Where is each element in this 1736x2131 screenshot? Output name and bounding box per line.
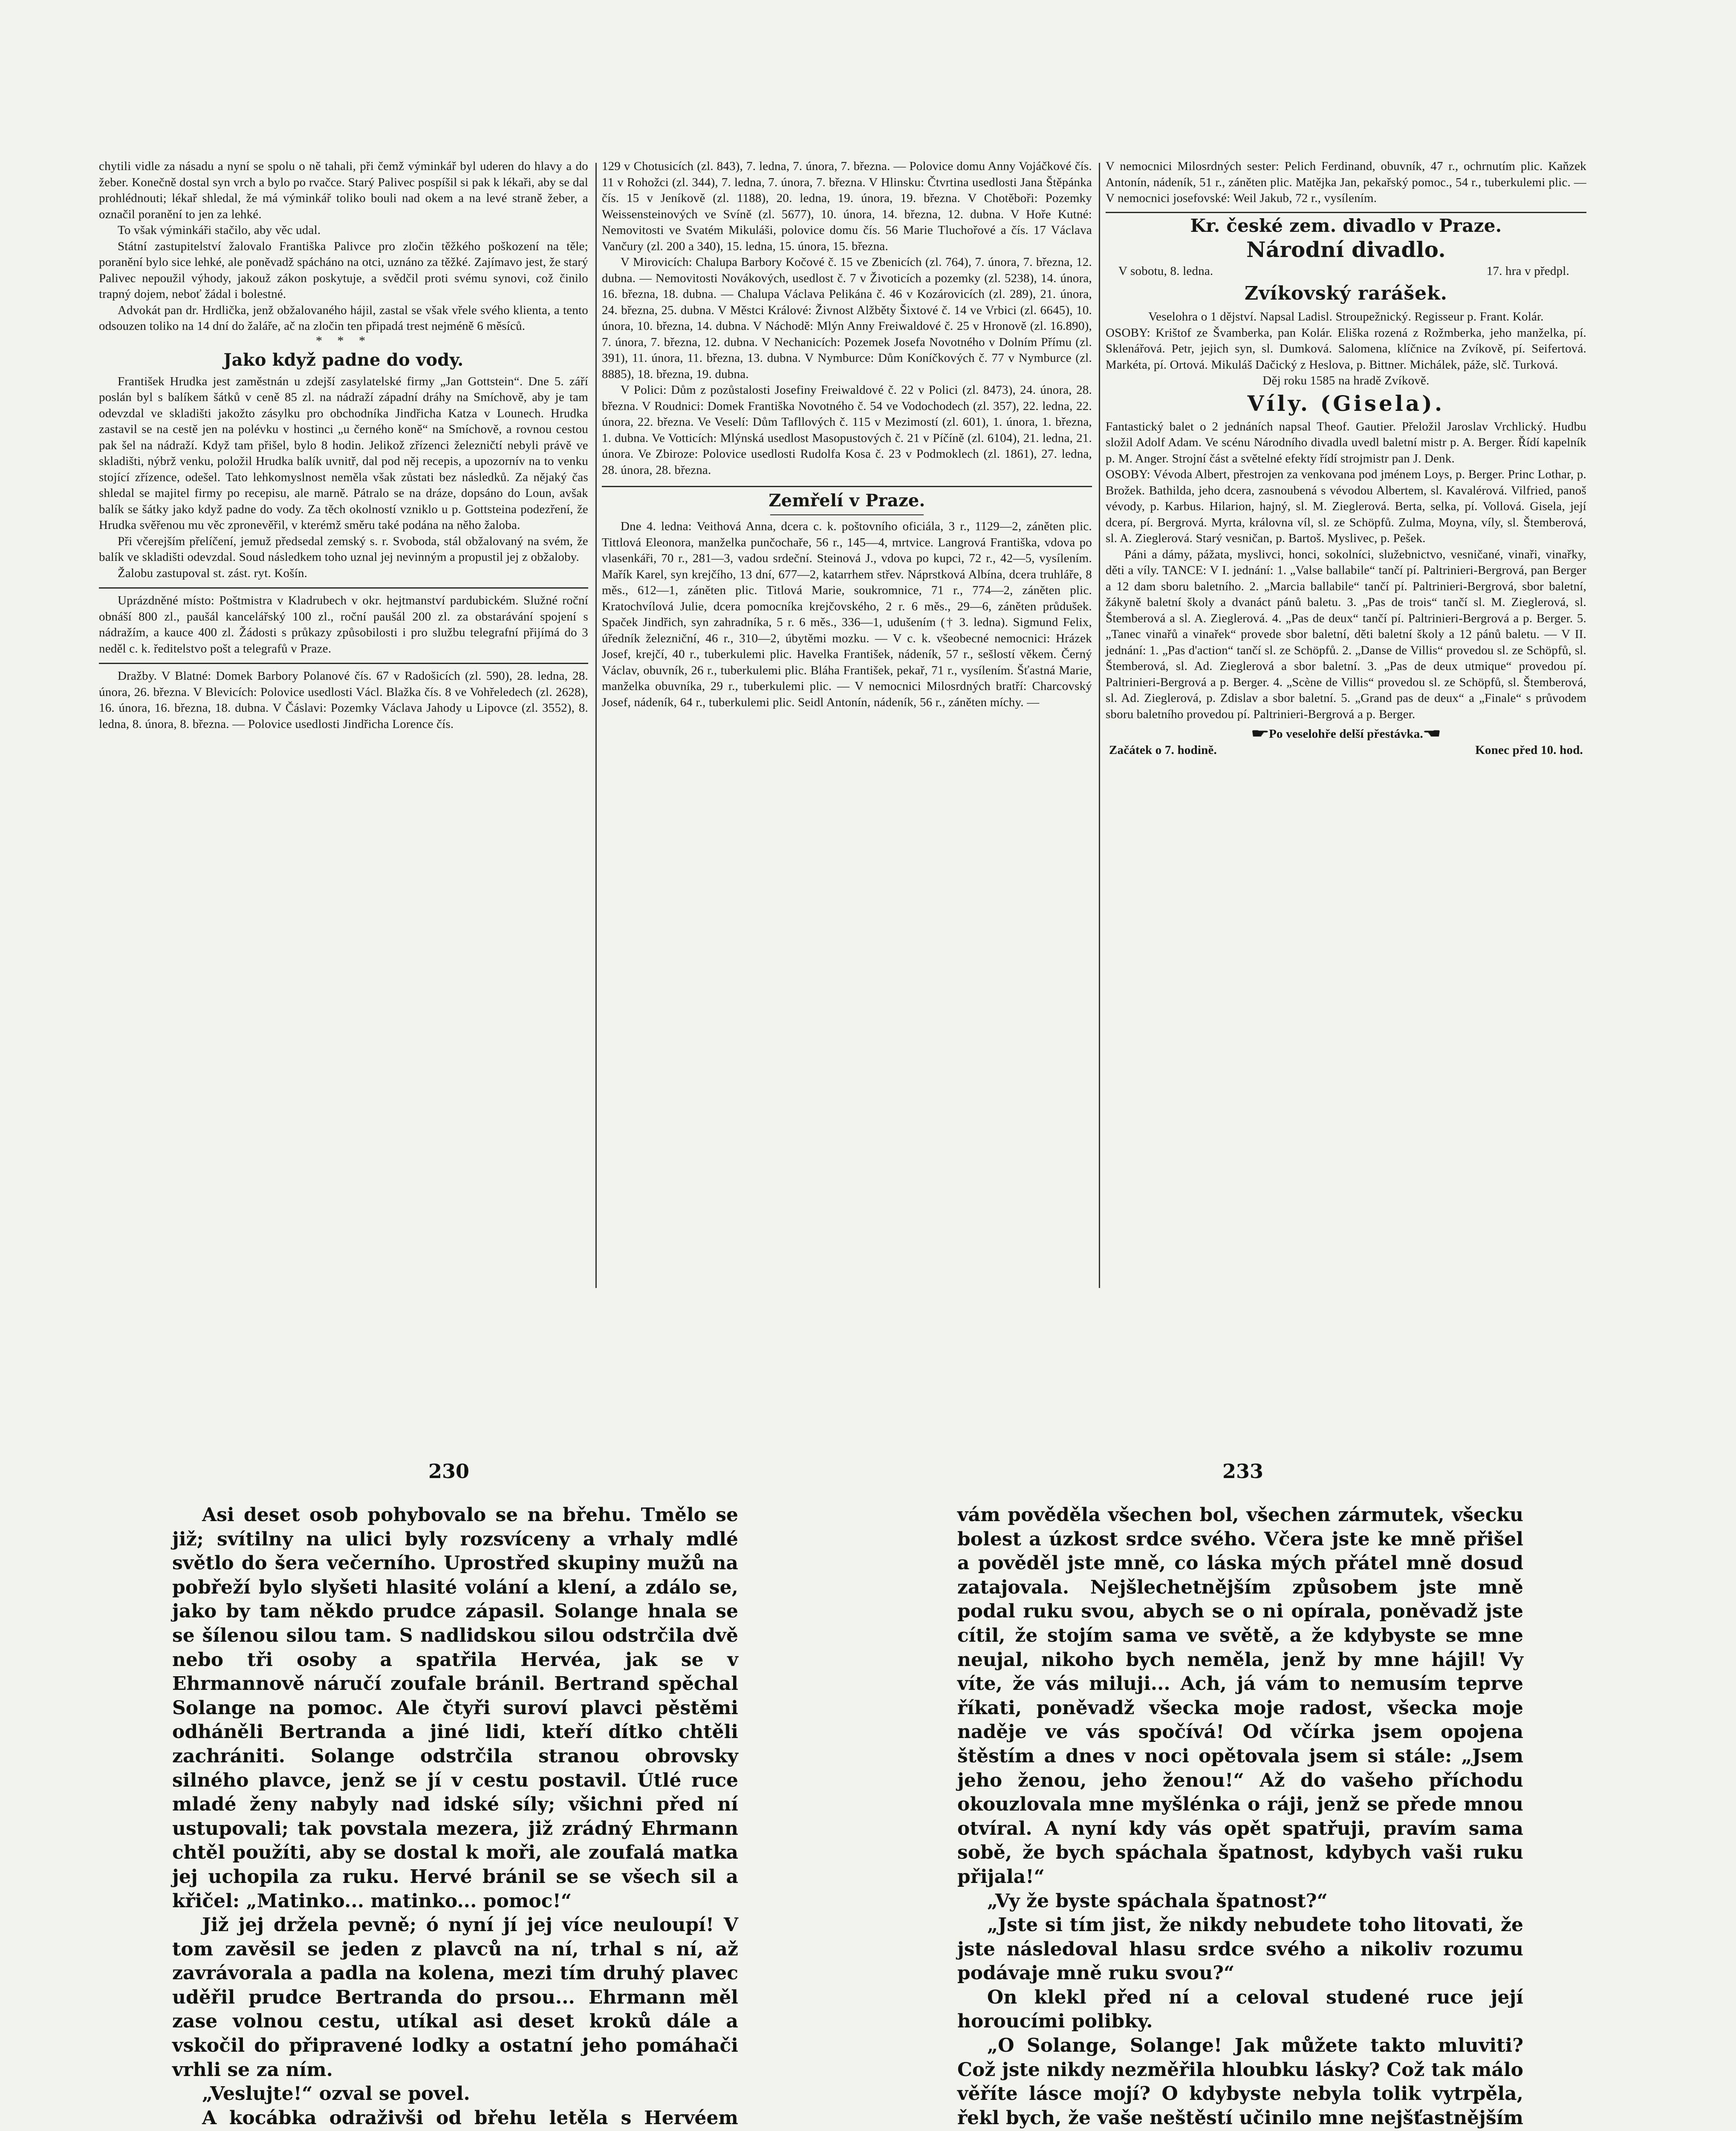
- auctions-list: Dražby. V Blatné: Domek Barbory Polanové čís. 67 v Radošicích (zl. 590), 28. ledna, 28. února, 26. března. V Blevicích: Polovice usedlosti Václ. Blažka čís. 8 ve Vohřeledech (zl. 2628), 16. února, 16. března, 18. dubna. V Čáslavi: Pozemky Václava Jahody u Lipovce (zl. 3552), 8. ledna, 8. února, 8. března. — Polovice usedlosti Jindřicha Lorence čís.: [99, 669, 588, 731]
- story-left-paragraph-3: „Veslujte!“ ozval se povel.: [202, 2083, 470, 2105]
- column-rule-1: [595, 163, 597, 1288]
- play2-dances: Páni a dámy, pážata, myslivci, honci, sokolníci, služebnictvo, vesničané, vinaři, vinařky, děti a víly. TANCE: V I. jednání: 1. „Valse ballabile“ tančí pí. Paltrinieri-Bergrová, pan Berger a 12 dam sboru baletního. 2. „Marcia ballabile“ tančí pí. Paltrinieri-Bergrová, sbor baletní, žákyně baletní školy a dvanáct pánů baletu. 3. „Pas de trois“ tančí sl. M. Zieglerová, sl. Štemberová a sl. A. Zieglerová. 4. „Pas de deux“ tančí pí. Paltrinieri-Bergrová a p. Berger. 5. „Tanec vinařů a vinařek“ provede sbor baletní, děti baletní školy a 12 pánů baletu. — V II. jednání: 1. „Pas d'action“ tančí sl. ze Schöpfů. 2. „Danse de Villis“ provedou sl. ze Schöpfů, sl. Štemberová, sl. Ad. Zieglerová a sbor baletní. 3. „Pas de deux utmique“ provedou pí. Paltrinieri-Bergrová a p. Berger. 4. „Scène de Villis“ provedou sl. ze Schöpfů, sl. Štemberová, sl. Ad. Zieglerová, p. Zdislav a sbor baletní. 5. „Grand pas de deux“ a „Finale“ s průvodem sboru baletního provedou pí. Paltrinieri-Bergrová a p. Berger.: [1106, 547, 1586, 721]
- subscription-number: 17. hra v předpl.: [1486, 264, 1569, 278]
- story-right-paragraph-4: On klekl před ní a celoval studené ruce její horoucími polibky.: [957, 1986, 1523, 2033]
- start-time: Začátek o 7. hodině.: [1109, 743, 1217, 757]
- story-right-paragraph-5: „O Solange, Solange! Jak můžete takto mluviti? Což jste nikdy nezměřila hloubku lásky? Což tak málo věříte lásce mojí? O kdybyste nebyla tolik vytrpěla, řekl bych, že vaše neštěstí učinilo mne nejšťastnějším: [957, 2035, 1523, 2129]
- col2-paragraph-3: V Polici: Dům z pozůstalosti Josefiny Freiwaldové č. 22 v Polici (zl. 8473), 24. února, 28. března. V Roudnici: Domek Františka Novotného č. 54 ve Vodochodech (zl. 357), 22. ledna, 22. února, 22. března. Ve Veselí: Dům Tafllových č. 115 v Mezimostí (zl. 601), 1. února, 1. března, 1. dubna. Ve Votticích: Mlýnská usedlost Masopustových č. 21 v Píčíně (zl. 6104), 21. ledna, 21. února. Ve Zbiroze: Polovice usedlosti Rudolfa Kosa č. 23 v Podmoklech (zl. 1861), 27. ledna, 28. února, 28. března.: [602, 383, 1092, 477]
- story-left-paragraph-4: A kocábka odraživši od břehu letěla s Hervéem: [202, 2107, 738, 2129]
- pointing-hand-left-icon: ☚: [1423, 727, 1441, 741]
- separator-line: [602, 486, 1092, 487]
- column-2: [602, 159, 1092, 710]
- play-title-1: Zvíkovský rarášek.: [1245, 283, 1447, 304]
- col1-paragraph-5: František Hrudka jest zaměstnán u zdejší zasylatelské firmy „Jan Gottstein“. Dne 5. září poslán byl s balíkem šátků v ceně 85 zl. na nádraží západní dráhy na Smíchově, aby je tam odevzdal ve skladišti jakožto zásylku pro obchodníka Jindřicha Katza v Lounech. Hrudka zastavil se na cestě jen na polévku v hostinci „u černého koně“ na Smíchově, a rovnou cestou pak šel na nádraží. Když tam přišel, bylo 8 hodin. Jelikož zřízenci železničtí nebyli právě ve skladišti, nýbrž venku, položil Hrudka balík uvnitř, dal pod něj recepis, a upozornív na to venku stojící zřízence, odešel. Tato lehkomyslnost neměla však zůstati bez následků. Za nějaký čas shledal se majitel firmy po recepisu, ale marně. Pátralo se na dráze, dopsáno do Loun, avšak balík se šátky jako když padne do vody. Za těch okolností vzniklo u p. Gottsteina podezření, že Hrudka svěřenou mu věc zpronevěřil, v kterémž směru také podána na něho žaloba.: [99, 374, 588, 532]
- play2-credits: Fantastický balet o 2 jednáních napsal Theof. Gautier. Přeložil Jaroslav Vrchlický. Hudbu složil Adolf Adam. Ve scénu Národního divadla uvedl baletní mistr p. A. Berger. Řídí kapelník p. M. Anger. Strojní část a světelné efekty řídí strojmistr pan J. Denk.: [1106, 419, 1586, 465]
- deaths-list: Dne 4. ledna: Veithová Anna, dcera c. k. poštovního oficiála, 3 r., 1129—2, záněten plic. Tittlová Eleonora, manželka punčochaře, 56 r., 145—4, mrtvice. Langrová Františka, vdova po vlasenkáři, 70 r., 281—3, vadou srdeční. Steinová J., vdova po kupci, 72 r., 42—5, vysílením. Mařík Karel, syn krejčího, 13 dní, 677—2, katarrhem střev. Náprstková Albína, dcera truhláře, 8 měs., 612—1, záněten plic. Titlová Marie, soukromnice, 71 r., 774—2, záněten plic. Kratochvílová Julie, dcera pomocníka krejčovského, 2 r. 6 měs., 29—6, záněten průdušek. Spaček Jindřich, syn zahradníka, 5 r. 6 měs., 336—1, udušením († 3. ledna). Sigmund Felix, úředník železniční, 46 r., 310—2, úbytěmi mozku. — V c. k. všeobecné nemocnici: Hrázek Josef, krejčí, 40 r., tuberkulemi plic. Havelka František, nádeník, 57 r., sešlostí věkem. Černý Václav, obuvník, 26 r., tuberkulemi plic. Bláha František, pekař, 71 r., vysílením. Šťastná Marie, manželka obuvníka, 29 r., tuberkulemi plic. — V nemocnici Milosrdných bratří: Charcovský Josef, nádeník, 64 r., tuberkulemi plic. Seidl Antonín, nádeník, 56 r., záněten míchy. —: [602, 520, 1092, 709]
- col2-paragraph-1: 129 v Chotusicích (zl. 843), 7. ledna, 7. února, 7. března. — Polovice domu Anny Vojáčkové čís. 11 v Rohožci (zl. 344), 7. ledna, 7. února, 7. března. V Hlinsku: Čtvrtina usedlosti Jana Štěpánka čís. 15 v Jeníkově (zl. 1188), 20. ledna, 19. února, 19. března. V Chotěboři: Pozemky Weissensteinových ve Svíně (zl. 5677), 10. února, 14. března, 12. dubna. V Hoře Kutné: Nemovitosti ve Svatém Mikuláši, polovice domu čís. 56 Marie Tluchořové a čís. 17 Václava Vančury (zl. 200 a 340), 15. ledna, 15. února, 15. března.: [602, 159, 1092, 253]
- col1-paragraph-3: Státní zastupitelství žalovalo Františka Palivce pro zločin těžkého poškození na těle; poranění bylo sice lehké, ale poněvadž spácháno na otci, uznáno za těžké. Zajímavo jest, že starý Palivec nepoužil výhody, jakouž zákon poskytuje, a svědčil proti svému synovi, což činilo trapný dojem, neboť žádal i bolestné.: [99, 239, 588, 301]
- performance-date-row: [1106, 263, 1586, 280]
- col1-paragraph-7: Žalobu zastupoval st. zást. ryt. Košín.: [118, 566, 308, 580]
- story-right-paragraph-1: vám pověděla všechen bol, všechen zármutek, všecku bolest a úzkost srdce svého. Včera jste ke mně přišel a pověděl jste mně, co láska mých přátel mně dosud zatajovala. Nejšlechetnějším způsobem jste mně podal ruku svou, abych se o ni opírala, poněvadž jste cítil, že stojím sama ve světě, a že kdybyste se mne neujal, nikoho bych neměla, jenž by mne hájil! Vy víte, že vás miluji... Ach, já vám to nemusím teprve říkati, poněvadž všecka moje radost, všecka moje naděje ve vás spočívá! Od včírka jsem opojena štěstím a dnes v noci opětovala jsem si stále: „Jsem jeho ženou, jeho ženou!“ Až do vašeho příchodu okouzlovala mne myšlénka o ráji, jenž se přede mnou otvíral. A nyní kdy vás opět spatřuji, pravím sama sobě, že bych spáchala špatnost, kdybych vaši ruku přijala!“: [957, 1504, 1523, 1888]
- col2-paragraph-2: V Mirovicích: Chalupa Barbory Kočové č. 15 ve Zbenicích (zl. 764), 7. února, 7. března, 12. dubna. — Nemovitosti Novákových, usedlost č. 7 v Životicích a pozemky (zl. 5238), 14. února, 16. března, 18. dubna. — Chalupa Václava Pelikána č. 46 v Kozárovicích (zl. 289), 21. února, 24. března, 25. dubna. V Městci Králové: Živnost Alžběty Šixtové č. 14 ve Vrbici (zl. 6645), 10. února, 10. března, 14. dubna. V Náchodě: Mlýn Anny Freiwaldové č. 25 v Hronově (zl. 16.890), 7. února, 7. března, 12. dubna. V Nechanicích: Pozemek Josefa Novotného v Dolním Přímu (zl. 391), 11. února, 11. března, 13. dubna. V Nymburce: Dům Koníčkových č. 77 v Nymburce (zl. 8885), 18. března, 19. dubna.: [602, 255, 1092, 381]
- end-time: Konec před 10. hod.: [1475, 743, 1583, 757]
- col1-paragraph-6: Při včerejším přelíčení, jemuž předsedal zemský s. r. Svoboda, stál obžalovaný na svém, že balík ve skladišti odevzdal. Soud následkem toho uznal jej nevinným a propustil jej z obžaloby.: [99, 534, 588, 564]
- separator-line: [99, 587, 588, 589]
- section-ornament: * * *: [316, 333, 371, 348]
- page-number-left: 230: [428, 1460, 470, 1483]
- pointing-hand-icon: ☛: [1251, 727, 1269, 741]
- col1-paragraph-4: Advokát pan dr. Hrdlička, jenž obžalovaného hájil, zastal se však vřele svého klienta, a tento odsouzen toliko na 14 dní do žaláře, ač na zločin ten připadá trest nejméně 6 měsíců.: [99, 303, 588, 333]
- article-heading-water: Jako když padne do vody.: [223, 349, 464, 370]
- performance-date: V sobotu, 8. ledna.: [1118, 264, 1213, 278]
- play-title-2: Víly. (Gisela).: [1247, 390, 1445, 416]
- col1-paragraph-2: To však výminkáři stačilo, aby věc udal.: [118, 223, 321, 237]
- heading-underline: [770, 514, 924, 515]
- col3-paragraph-1: V nemocnici Milosrdných sester: Pelich Ferdinand, obuvník, 47 r., ochrnutím plic. Kaňzek Antonín, nádeník, 51 r., záněten plic. Matějka Jan, pekařský pomoc., 54 r., tuberkulemi plic. — V nemocnici josefovské: Weil Jakub, 72 r., vysílením.: [1106, 159, 1586, 205]
- page-number-right: 233: [1222, 1460, 1264, 1483]
- theatre-name: Národní divadlo.: [1246, 237, 1446, 262]
- separator-line: [1106, 212, 1586, 213]
- play1-credits: Veselohra o 1 dějství. Napsal Ladisl. Stroupežnický. Regisseur p. Frant. Kolár.: [1148, 310, 1544, 323]
- intermission-note: [1106, 726, 1586, 742]
- separator-line: [99, 663, 588, 664]
- story-left-paragraph-1: Asi deset osob pohybovalo se na břehu. Tmělo se již; svítilny na ulici byly rozsvíceny a vrhaly mdlé světlo do šera večerního. Uprostřed skupiny mužů na pobřeží bylo slyšeti hlasité volání a klení, a zdálo se, jako by tam někdo prudce zápasil. Solange hnala se se šílenou silou tam. S nadlidskou silou odstrčila dvě nebo tři osoby a spatřila Hervéa, jak se v Ehrmannově náručí zoufale bránil. Bertrand spěchal Solange na pomoc. Ale čtyři suroví plavci pěstěmi odháněli Bertranda a jiné lidi, kteří dítko chtěli zachrániti. Solange odstrčila stranou obrovsky silného plavce, jenž se jí v cestu postavil. Útlé ruce mladé ženy nabyly nad idské síly; všichni před ní ustupovali; tak povstala mezera, již zrádný Ehrmann chtěl použíti, aby se dostal k moři, ale zoufalá matka jej uchopila za ruku. Hervé bránil se se všech sil a křičel: „Matinko... matinko... pomoc!“: [172, 1504, 738, 1912]
- time-row: [1106, 742, 1586, 759]
- play1-cast: OSOBY: Krištof ze Švamberka, pan Kolár. Eliška rozená z Rožmberka, jeho manželka, pí. Sklenářová. Petr, jejich syn, sl. Dumková. Salomena, klíčnice na Zvíkově, pí. Seifertová. Markéta, pí. Ortová. Mikuláš Dačický z Heslova, p. Bittner. Michálek, páže, slč. Turková.: [1106, 326, 1586, 372]
- theatre-title: Kr. české zem. divadlo v Praze.: [1190, 215, 1502, 236]
- vacancy-notice: Uprázdněné místo: Poštmistra v Kladrubech v okr. hejtmanství pardubickém. Služné roční obnáší 800 zl., paušál kancelářský 100 zl., roční paušál 200 zl. za obstarávání spojení s nádražím, a kauce 400 zl. Žádosti s průkazy způsobilosti i pro službu telegrafní přijímá do 3 neděl c. k. ředitelstvo pošt a telegrafů v Praze.: [99, 594, 588, 655]
- story-left-column: [172, 1503, 738, 2131]
- story-left-paragraph-2: Již jej držela pevně; ó nyní jí jej více neuloupí! V tom zavěsil se jeden z plavců na ní, trhal s ní, až zavrávorala a padla na kolena, mezi tím druhý plavec uděřil prudce Bertranda do prsou... Ehrmann měl zase volnou cestu, utíkal asi deset kroků dále a vskočil do připravené lodky a ostatní jeho pomáhači vrhli se za ním.: [172, 1914, 738, 2081]
- column-3: [1106, 159, 1586, 758]
- play1-setting: Děj roku 1585 na hradě Zvíkově.: [1262, 374, 1430, 387]
- col1-paragraph-1: chytili vidle za násadu a nyní se spolu o ně tahali, při čemž výminkář byl uderen do hlavy a do žeber. Konečně dostal syn vrch a bylo po rvačce. Starý Palivec pospíšil si pak k lékaři, aby se dal prohlédnouti; lékař shledal, že má výminkář toliko bouli nad okem a na levé straně žeber, a označil poranění to jen za lehké.: [99, 159, 588, 221]
- column-1: [99, 159, 588, 732]
- play2-cast: OSOBY: Vévoda Albert, přestrojen za venkovana pod jménem Loys, p. Berger. Princ Lothar, p. Brožek. Bathilda, jeho dcera, zasnoubená s vévodou Albertem, sl. Kavalérová. Vilfried, panoš vévody, p. Karbus. Hilarion, hajný, sl. M. Zieglerová. Berta, selka, pí. Vollová. Gisela, její dcera, pí. Bergrová. Myrta, královna víl, sl. ze Schöpfů. Zulma, Moyna, víly, sl. Štemberová, sl. A. Zieglerová. Starý vesničan, p. Bartoš. Myslivec, p. Pešek.: [1106, 468, 1586, 545]
- story-right-paragraph-3: „Jste si tím jist, že nikdy nebudete toho litovati, že jste následoval hlasu srdce svého a nikoliv rozumu podávaje mně ruku svou?“: [957, 1914, 1523, 1984]
- story-right-column: [957, 1503, 1523, 2131]
- intermission-text: Po veselohře delší přestávka.: [1269, 727, 1423, 741]
- column-rule-2: [1099, 163, 1100, 1288]
- deaths-heading: Zemřelí v Praze.: [768, 491, 925, 511]
- story-right-paragraph-2: „Vy že byste spáchala špatnost?“: [987, 1890, 1328, 1912]
